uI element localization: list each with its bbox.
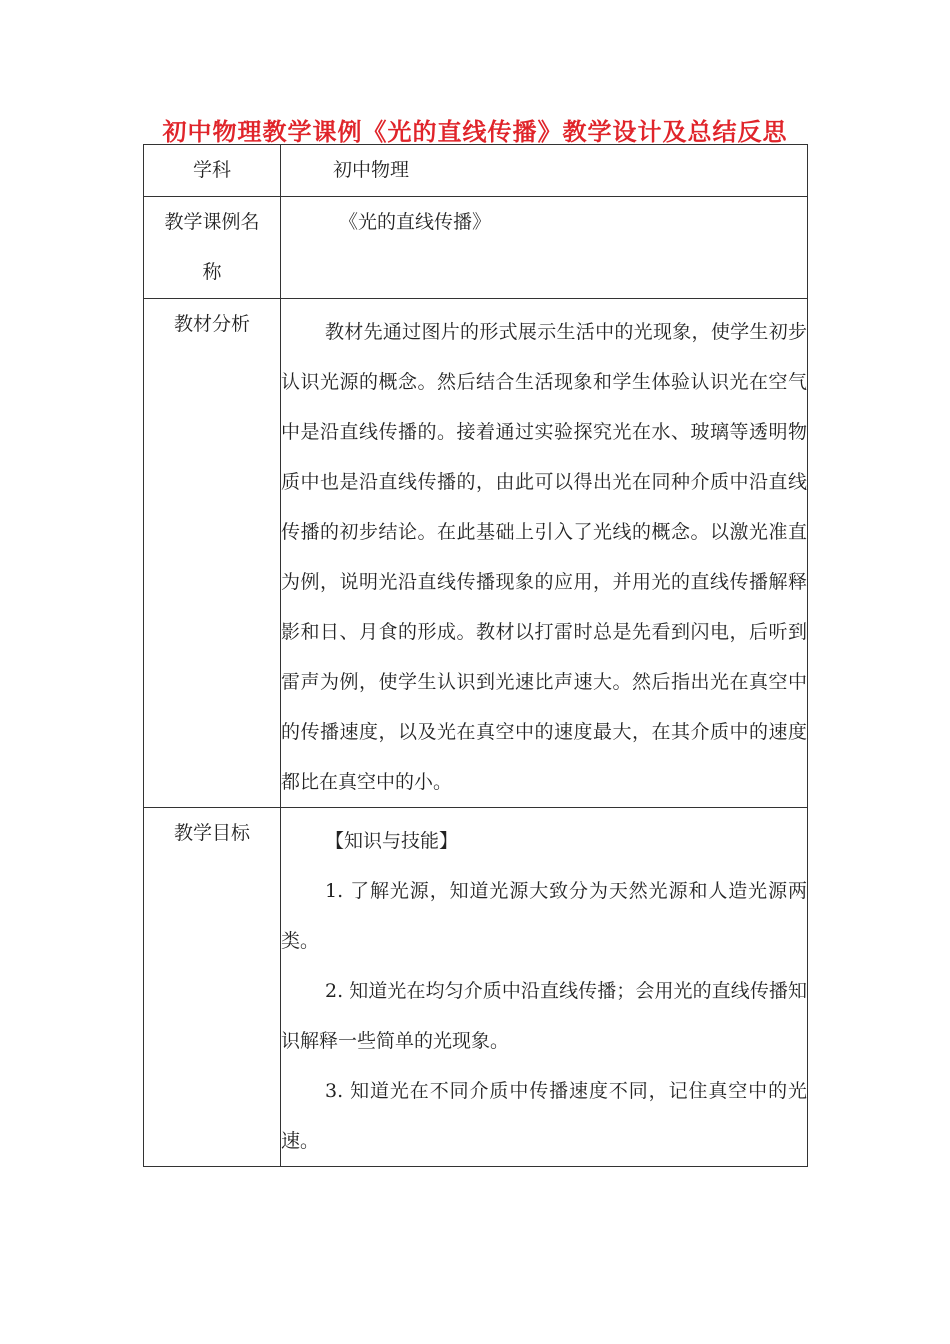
analysis-label: 教材分析 xyxy=(144,299,281,808)
goal-item: 2. 知道光在均匀介质中沿直线传播；会用光的直线传播知识解释一些简单的光现象。 xyxy=(281,980,807,1052)
goals-heading: 【知识与技能】 xyxy=(325,830,459,852)
subject-value-cell xyxy=(281,145,808,197)
subject-value: 初中物理 xyxy=(333,159,410,181)
document-title: 初中物理教学课例《光的直线传播》教学设计及总结反思 xyxy=(162,118,788,146)
lesson-name-value-cell xyxy=(281,197,808,299)
goals-cell xyxy=(281,808,808,1167)
table-row-lesson-name xyxy=(144,197,808,299)
goal-item: 3. 知道光在不同介质中传播速度不同，记住真空中的光速。 xyxy=(281,1080,807,1152)
table-row-subject xyxy=(144,145,808,197)
table-row-goals xyxy=(144,808,808,1167)
goals-label: 教学目标 xyxy=(144,808,281,1167)
lesson-name-value: 《光的直线传播》 xyxy=(339,211,492,233)
lesson-name-label xyxy=(144,197,281,299)
analysis-text: 教材先通过图片的形式展示生活中的光现象，使学生初步认识光源的概念。然后结合生活现象和学生体验认识光在空气中是沿直线传播的。接着通过实验探究光在水、玻璃等透明物质中也是沿直线传播的，由此可以得出光在同种介质中沿直线传播的初步结论。在此基础上引入了光线的概念。以激光准直为例，说明光沿直线传播现象的应用，并用光的直线传播解释影和日、月食的形成。教材以打雷时总是先看到闪电，后听到雷声为例，使学生认识到光速比声速大。然后指出光在真空中的传播速度，以及光在真空中的速度最大，在其介质中的速度都比在真空中的小。 xyxy=(281,321,807,793)
goal-item: 1. 了解光源，知道光源大致分为天然光源和人造光源两类。 xyxy=(281,880,807,952)
table-row-analysis xyxy=(144,299,808,808)
lesson-name-label-line1: 教学课例名 xyxy=(164,211,260,233)
lesson-name-label-line2: 称 xyxy=(202,261,222,283)
lesson-plan-table xyxy=(143,144,808,1167)
subject-label: 学科 xyxy=(144,145,281,197)
analysis-cell xyxy=(281,299,808,808)
